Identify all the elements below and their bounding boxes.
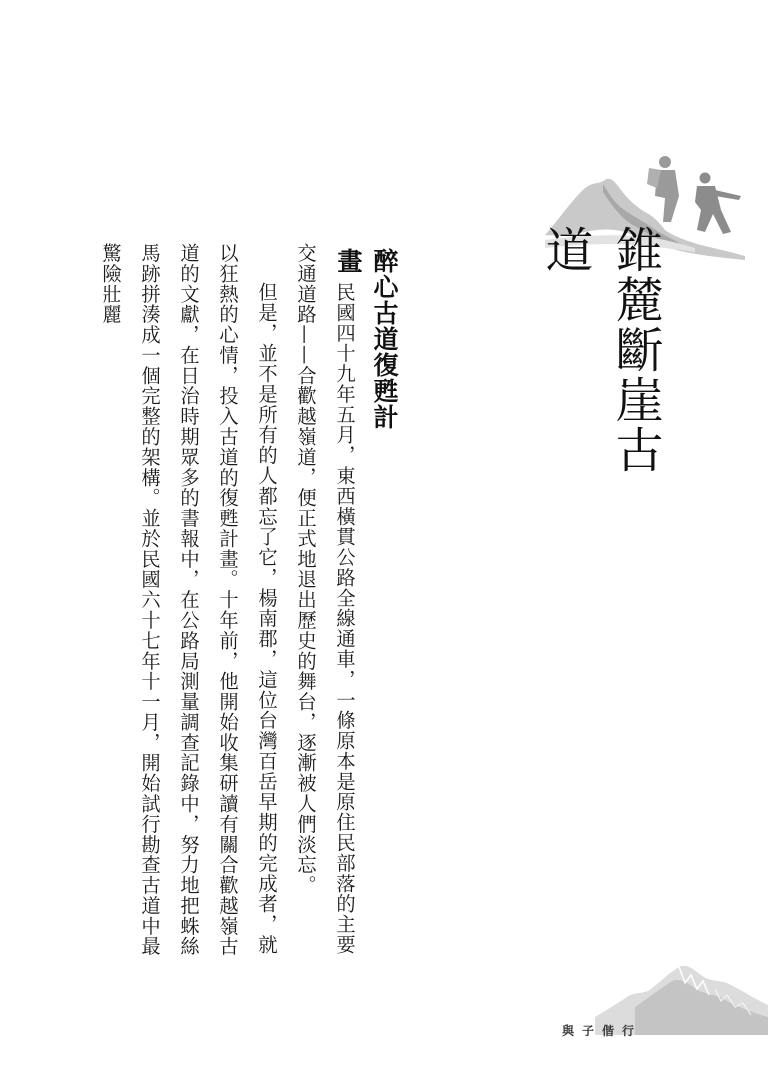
body-text — [99, 243, 364, 973]
section-heading: 醉心古道復甦計畫 — [334, 248, 399, 430]
footer-label: 與子偕行 — [562, 1024, 643, 1038]
paragraph: 民國四十九年五月，東西橫貫公路全線通車，一條原本是原住民部落的主要交通道路——合歡越嶺道，便正式地退出歷史的舞台，逐漸被人們淡忘。 — [294, 243, 356, 955]
paragraph: 但是，並不是所有的人都忘了它，楊南郡，這位台灣百岳早期的完成者，就以狂熱的心情，投入古道的復甦計畫。十年前，他開始收集研讀有關合歡越嶺古道的文獻，在日治時期眾多的書報中，在公路局測量調查記錄中，努力地把蛛絲馬跡拼湊成一個完整的架構。並於民國六十七年十一月，開始試行勘查古道中最驚險壯麗 — [99, 243, 278, 957]
page-title: 錐麓斷崖古道 — [537, 225, 663, 475]
